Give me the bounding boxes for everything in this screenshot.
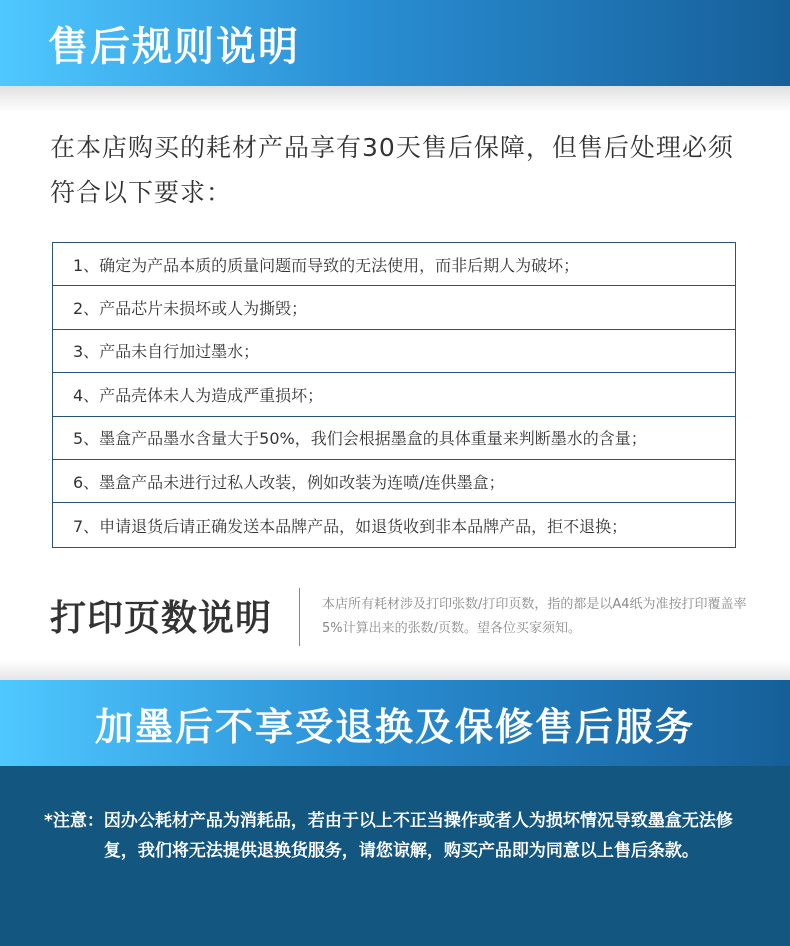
banner-shadow [0, 660, 790, 680]
page-title: 售后规则说明 [48, 23, 300, 70]
print-pages-title: 打印页数说明 [50, 598, 273, 639]
print-pages-description: 本店所有耗材涉及打印张数/打印页数，指的都是以A4纸为准按打印覆盖率5%计算出来的张数/页数。望各位买家须知。 [322, 597, 747, 636]
notice-label: *注意： [44, 811, 104, 831]
rule-row: 2、产品芯片未损坏或人为撕毁； [53, 286, 735, 329]
rule-row: 6、墨盒产品未进行过私人改装，例如改装为连喷/连供墨盒； [53, 460, 735, 503]
rule-row: 5、墨盒产品墨水含量大于50%，我们会根据墨盒的具体重量来判断墨水的含量； [53, 417, 735, 460]
rule-row: 4、产品壳体未人为造成严重损坏； [53, 373, 735, 416]
rule-row: 3、产品未自行加过墨水； [53, 330, 735, 373]
notice [44, 806, 744, 866]
footer-note-panel [0, 766, 790, 946]
header-shadow [0, 86, 790, 112]
rule-row: 7、申请退货后请正确发送本品牌产品，如退货收到非本品牌产品，拒不退换； [73, 516, 628, 536]
header-bar [0, 0, 790, 86]
no-return-banner [0, 680, 790, 766]
banner-title: 加墨后不享受退换及保修售后服务 [94, 704, 695, 749]
notice-text: 因办公耗材产品为消耗品，若由于以上不正当操作或者人为损坏情况导致墨盒无法修复，我们将无法提供退换货服务，请您谅解，购买产品即为同意以上售后条款。 [103, 811, 733, 861]
rules-table [52, 242, 736, 548]
rule-row: 1、确定为产品本质的质量问题而导致的无法使用，而非后期人为破坏； [53, 243, 735, 286]
section-divider [299, 588, 300, 646]
intro-text: 在本店购买的耗材产品享有30天售后保障，但售后处理必须符合以下要求： [50, 133, 734, 207]
